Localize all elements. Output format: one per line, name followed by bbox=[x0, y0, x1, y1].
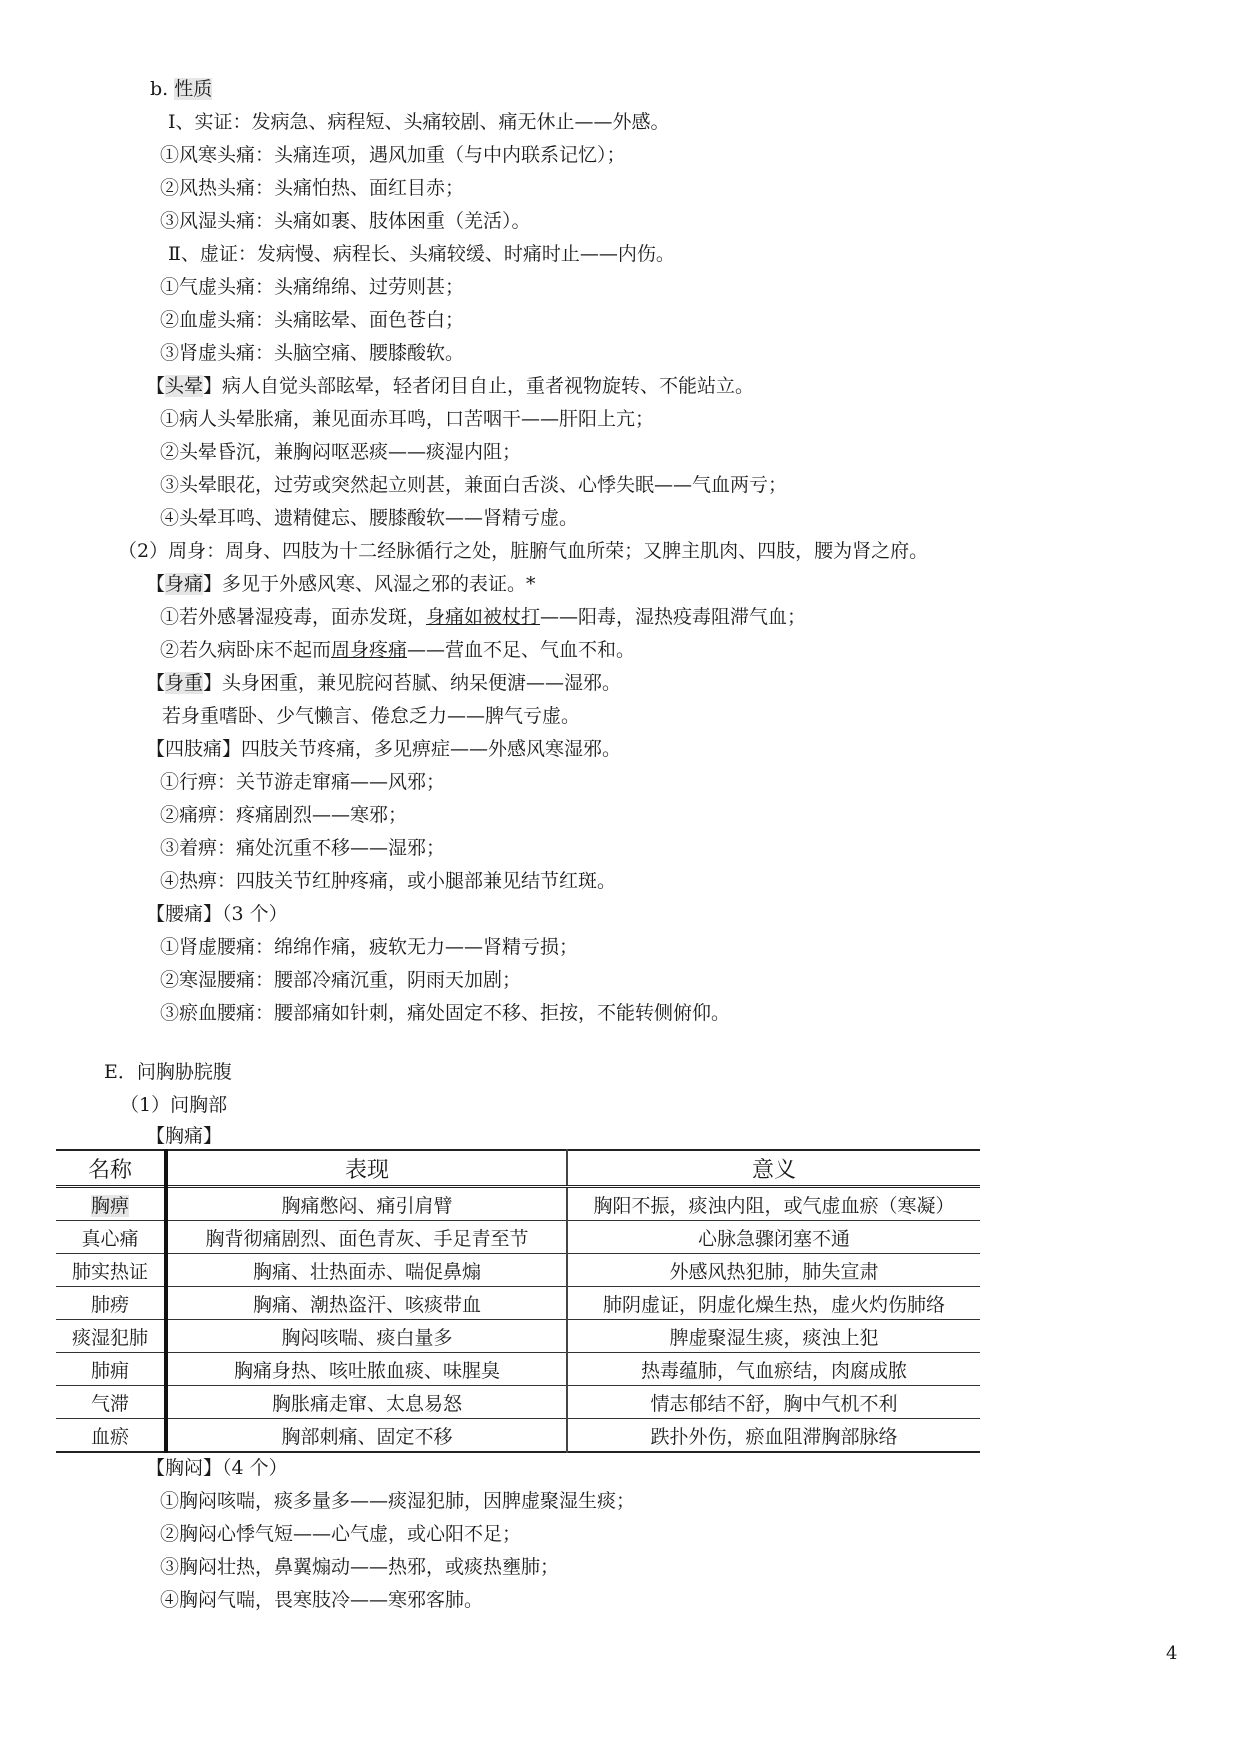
cell-manifestation: 胸背彻痛剧烈、面色青灰、手足青至节 bbox=[166, 1221, 567, 1254]
list-item: ②痛痹：疼痛剧烈——寒邪； bbox=[160, 804, 408, 826]
list-item: ①气虚头痛：头痛绵绵、过劳则甚； bbox=[160, 276, 465, 298]
bracket-open: 【 bbox=[146, 375, 166, 397]
underlined-phrase: 身痛如被杖打 bbox=[426, 606, 541, 628]
cell-name: 痰湿犯肺 bbox=[56, 1320, 166, 1353]
cell-manifestation: 胸痛、壮热面赤、喘促鼻煽 bbox=[166, 1254, 567, 1287]
cell-name bbox=[56, 1187, 166, 1221]
list-item bbox=[160, 634, 635, 666]
shenzhong-term: 身重 bbox=[165, 672, 204, 694]
shentong-desc: 多见于外感风寒、风湿之邪的表证。* bbox=[222, 573, 536, 595]
page-number: 4 bbox=[1166, 1643, 1178, 1664]
table-row bbox=[56, 1419, 980, 1453]
table-row bbox=[56, 1353, 980, 1386]
bracket-open: 【 bbox=[146, 672, 166, 694]
shentong-term: 身痛 bbox=[165, 573, 204, 595]
header-name: 名称 bbox=[56, 1150, 166, 1187]
list-item: ③风湿头痛：头痛如裹、肢体困重（羌活）。 bbox=[160, 210, 531, 232]
list-item: ①肾虚腰痛：绵绵作痛，疲软无力——肾精亏损； bbox=[160, 936, 579, 958]
cell-manifestation: 胸胀痛走窜、太息易怒 bbox=[166, 1386, 567, 1419]
table-row bbox=[56, 1386, 980, 1419]
cell-name: 肺实热证 bbox=[56, 1254, 166, 1287]
list-item: ③胸闷壮热，鼻翼煽动——热邪，或痰热壅肺； bbox=[160, 1556, 560, 1578]
underlined-phrase: 周身疼痛 bbox=[331, 639, 408, 661]
yaotong-heading: 【腰痛】（3 个） bbox=[146, 903, 288, 925]
cell-meaning: 肺阴虚证，阴虚化燥生热，虚火灼伤肺络 bbox=[602, 1293, 945, 1316]
section-e-sub: （1）问胸部 bbox=[120, 1094, 228, 1116]
list-item: ②寒湿腰痛：腰部冷痛沉重，阴雨天加剧； bbox=[160, 969, 522, 991]
list-item: ②血虚头痛：头痛眩晕、面色苍白； bbox=[160, 309, 465, 331]
shenzhong-heading bbox=[146, 667, 621, 699]
cell-meaning: 跌扑外伤，瘀血阻滞胸部脉络 bbox=[650, 1425, 898, 1448]
table-row bbox=[56, 1287, 980, 1320]
list-item bbox=[160, 601, 806, 633]
list-item: ②胸闷心悸气短——心气虚，或心阳不足； bbox=[160, 1523, 522, 1545]
cell-manifestation: 胸痛憋闷、痛引肩臂 bbox=[166, 1187, 567, 1221]
section-b-prefix: b. bbox=[150, 78, 169, 100]
table-row bbox=[56, 1221, 980, 1254]
cell-name: 气滞 bbox=[56, 1386, 166, 1419]
list-item: ①胸闷咳喘，痰多量多——痰湿犯肺，因脾虚聚湿生痰； bbox=[160, 1490, 636, 1512]
cell-meaning: 脾虚聚湿生痰，痰浊上犯 bbox=[669, 1326, 879, 1349]
list-item: ②头晕昏沉，兼胸闷呕恶痰——痰湿内阻； bbox=[160, 441, 522, 463]
cell-name: 肺痈 bbox=[56, 1353, 166, 1386]
item-text: ——营血不足、气血不和。 bbox=[407, 639, 636, 661]
item-text: ——阳毒，湿热疫毒阻滞气血； bbox=[540, 606, 807, 628]
xu-zheng-line: Ⅱ、虚证：发病慢、病程长、头痛较缓、时痛时止——内伤。 bbox=[168, 243, 675, 265]
cell-name: 真心痛 bbox=[56, 1221, 166, 1254]
cell-meaning: 情志郁结不舒，胸中气机不利 bbox=[650, 1392, 898, 1415]
table-row bbox=[56, 1187, 980, 1221]
bracket-close: 】 bbox=[203, 672, 223, 694]
list-item: ③着痹：痛处沉重不移——湿邪； bbox=[160, 837, 446, 859]
cell-manifestation: 胸部刺痛、固定不移 bbox=[166, 1419, 567, 1453]
cell-name: 肺痨 bbox=[56, 1287, 166, 1320]
touyun-desc: 病人自觉头部眩晕，轻者闭目自止，重者视物旋转、不能站立。 bbox=[222, 375, 755, 397]
cell-meaning: 热毒蕴肺，气血瘀结，肉腐成脓 bbox=[640, 1359, 907, 1382]
cell-meaning: 心脉急骤闭塞不通 bbox=[697, 1227, 850, 1250]
xiongmen-heading: 【胸闷】（4 个） bbox=[146, 1457, 288, 1479]
list-item: ③肾虚头痛：头脑空痛、腰膝酸软。 bbox=[160, 342, 465, 364]
item-text: ①若外感暑湿疫毒，面赤发斑， bbox=[160, 606, 427, 628]
table-row bbox=[56, 1320, 980, 1353]
cell-meaning: 胸阳不振，痰浊内阻，或气虚血瘀（寒凝） bbox=[593, 1194, 955, 1217]
sizhitong-heading: 【四肢痛】四肢关节疼痛，多见痹症——外感风寒湿邪。 bbox=[146, 738, 622, 760]
bracket-open: 【 bbox=[146, 573, 166, 595]
table-row bbox=[56, 1254, 980, 1287]
cell-name-text: 胸痹 bbox=[90, 1194, 129, 1217]
list-item: ③头晕眼花，过劳或突然起立则甚，兼面白舌淡、心悸失眠——气血两亏； bbox=[160, 474, 788, 496]
header-manifestation: 表现 bbox=[166, 1150, 567, 1187]
bracket-close: 】 bbox=[203, 375, 223, 397]
list-item: ②风热头痛：头痛怕热、面红目赤； bbox=[160, 177, 465, 199]
section-e-title: E．问胸胁脘腹 bbox=[104, 1061, 232, 1083]
list-item: ①行痹：关节游走窜痛——风邪； bbox=[160, 771, 446, 793]
chest-pain-table bbox=[56, 1149, 980, 1453]
list-item: ④胸闷气喘，畏寒肢冷——寒邪客肺。 bbox=[160, 1589, 484, 1611]
list-item: ①风寒头痛：头痛连项，遇风加重（与中内联系记忆）； bbox=[160, 144, 626, 166]
zhoushen-heading: （2）周身：周身、四肢为十二经脉循行之处，脏腑气血所荣；又脾主肌肉、四肢，腰为肾之府。 bbox=[118, 540, 929, 562]
cell-manifestation: 胸痛身热、咳吐脓血痰、味腥臭 bbox=[166, 1353, 567, 1386]
touyun-heading bbox=[146, 370, 754, 402]
shenzhong-desc: 头身困重，兼见脘闷苔腻、纳呆便溏——湿邪。 bbox=[222, 672, 622, 694]
header-meaning: 意义 bbox=[751, 1157, 796, 1183]
list-item: ①病人头晕胀痛，兼见面赤耳鸣，口苦咽干——肝阳上亢； bbox=[160, 408, 655, 430]
section-b-title: 性质 bbox=[174, 78, 213, 100]
cell-manifestation: 胸痛、潮热盗汗、咳痰带血 bbox=[166, 1287, 567, 1320]
list-item: ③瘀血腰痛：腰部痛如针刺，痛处固定不移、拒按，不能转侧俯仰。 bbox=[160, 1002, 731, 1024]
cell-meaning: 外感风热犯肺，肺失宣肃 bbox=[669, 1260, 879, 1283]
table-title: 【胸痛】 bbox=[146, 1125, 223, 1147]
item-text: ②若久病卧床不起而 bbox=[160, 639, 332, 661]
list-item: ④头晕耳鸣、遗精健忘、腰膝酸软——肾精亏虚。 bbox=[160, 507, 579, 529]
list-item: ④热痹：四肢关节红肿疼痛，或小腿部兼见结节红斑。 bbox=[160, 870, 617, 892]
shi-zheng-line: Ⅰ、实证：发病急、病程短、头痛较剧、痛无休止——外感。 bbox=[168, 111, 670, 133]
shenzhong-extra: 若身重嗜卧、少气懒言、倦怠乏力——脾气亏虚。 bbox=[162, 705, 581, 727]
cell-manifestation: 胸闷咳喘、痰白量多 bbox=[166, 1320, 567, 1353]
section-b-heading bbox=[150, 73, 212, 105]
cell-name: 血瘀 bbox=[56, 1419, 166, 1453]
table-header-row bbox=[56, 1150, 980, 1187]
touyun-term: 头晕 bbox=[165, 375, 204, 397]
bracket-close: 】 bbox=[203, 573, 223, 595]
shentong-heading bbox=[146, 568, 536, 600]
